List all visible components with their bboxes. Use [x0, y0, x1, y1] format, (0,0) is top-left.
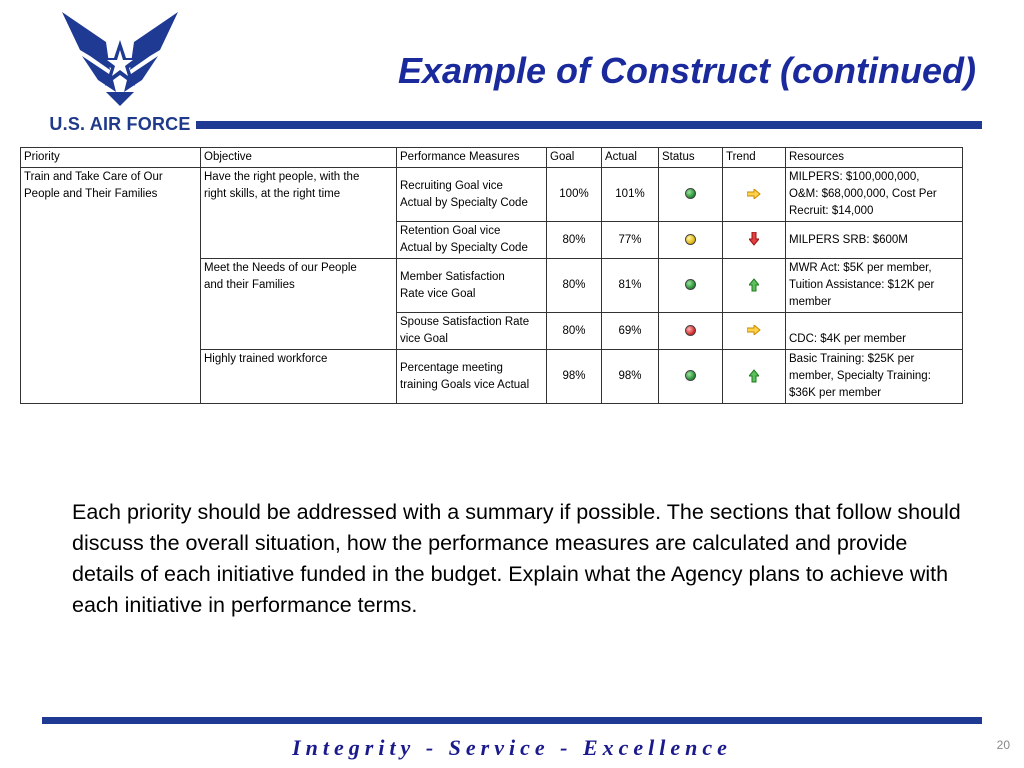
objective-line: Highly trained workforce [204, 353, 328, 365]
right-arrow-icon [747, 325, 761, 335]
resources-line: MWR Act: $5K per member, [789, 262, 932, 274]
priority-line: People and Their Families [24, 188, 158, 200]
measure-line: vice Goal [400, 333, 448, 345]
measure-line: Retention Goal vice [400, 225, 501, 237]
resources-cell [786, 350, 963, 404]
trend-cell [723, 350, 786, 404]
measure-cell [397, 313, 547, 350]
header-actual: Actual [602, 148, 659, 168]
measure-cell [397, 222, 547, 259]
trend-cell [723, 168, 786, 222]
goal-cell: 98% [547, 350, 602, 404]
actual-cell: 101% [602, 168, 659, 222]
measure-cell [397, 259, 547, 313]
status-green-icon [685, 279, 696, 290]
measure-line: training Goals vice Actual [400, 378, 530, 391]
header-status: Status [659, 148, 723, 168]
resources-line: Tuition Assistance: $12K per [789, 279, 935, 291]
header-resources: Resources [786, 148, 963, 168]
actual-cell: 77% [602, 222, 659, 259]
resources-line: O&M: $68,000,000, Cost Per [789, 188, 937, 200]
resources-line: MILPERS SRB: $600M [789, 233, 908, 246]
actual-cell: 69% [602, 313, 659, 350]
objective-line: right skills, at the right time [204, 188, 341, 200]
status-yellow-icon [685, 234, 696, 245]
header-trend: Trend [723, 148, 786, 168]
down-arrow-icon [749, 232, 759, 246]
resources-cell [786, 313, 963, 350]
actual-cell: 98% [602, 350, 659, 404]
footer-motto: Integrity - Service - Excellence [292, 735, 732, 760]
resources-line: MILPERS: $100,000,000, [789, 171, 920, 183]
header-priority: Priority [21, 148, 201, 168]
slide-title: Example of Construct (continued) [397, 50, 976, 91]
bottom-divider [42, 717, 982, 724]
measure-line: Percentage meeting [400, 361, 503, 374]
right-arrow-icon [747, 189, 761, 199]
measure-line: Actual by Specialty Code [400, 242, 528, 254]
status-green-icon [685, 188, 696, 199]
measure-cell [397, 168, 547, 222]
page-number: 20 [996, 738, 1010, 752]
resources-cell [786, 259, 963, 313]
resources-cell [786, 222, 963, 259]
trend-cell [723, 222, 786, 259]
status-cell [659, 259, 723, 313]
objective-cell [201, 350, 397, 404]
resources-line: member [789, 296, 832, 308]
air-force-wings-icon [62, 10, 178, 108]
goal-cell: 80% [547, 313, 602, 350]
status-cell [659, 222, 723, 259]
table-header-row [21, 148, 963, 168]
status-red-icon [685, 325, 696, 336]
priority-line: Train and Take Care of Our [24, 171, 163, 183]
priority-cell [21, 168, 201, 404]
header-performance-measures: Performance Measures [397, 148, 547, 168]
up-arrow-icon [749, 278, 759, 292]
construct-table [20, 147, 963, 404]
header-objective: Objective [201, 148, 397, 168]
objective-cell [201, 168, 397, 259]
status-green-icon [685, 370, 696, 381]
measure-line: Recruiting Goal vice [400, 179, 503, 192]
objective-line: Meet the Needs of our People [204, 262, 357, 274]
table-row [21, 168, 963, 222]
resources-cell [786, 168, 963, 222]
status-cell [659, 313, 723, 350]
header-goal: Goal [547, 148, 602, 168]
measure-line: Member Satisfaction [400, 270, 505, 283]
measure-line: Rate vice Goal [400, 287, 476, 300]
goal-cell: 80% [547, 259, 602, 313]
actual-cell: 81% [602, 259, 659, 313]
measure-cell [397, 350, 547, 404]
status-cell [659, 350, 723, 404]
objective-cell [201, 259, 397, 350]
status-cell [659, 168, 723, 222]
resources-line: Recruit: $14,000 [789, 205, 874, 217]
goal-cell: 100% [547, 168, 602, 222]
resources-line: CDC: $4K per member [789, 333, 906, 345]
top-divider [196, 121, 982, 129]
objective-line: Have the right people, with the [204, 171, 360, 183]
resources-line: member, Specialty Training: [789, 370, 931, 382]
resources-line: $36K per member [789, 387, 882, 399]
measure-line: Spouse Satisfaction Rate [400, 316, 530, 328]
trend-cell [723, 259, 786, 313]
measure-line: Actual by Specialty Code [400, 196, 528, 209]
air-force-logo [40, 8, 200, 136]
body-paragraph: Each priority should be addressed with a summary if possible. The sections that follow should discuss the overall situation, how the performance measures are calculated and provide details of each initiative funded in the budget. Explain what the Agency plans to achieve with each initiative in performance terms. [72, 500, 961, 617]
trend-cell [723, 313, 786, 350]
resources-line: Basic Training: $25K per [789, 353, 915, 365]
up-arrow-icon [749, 369, 759, 383]
objective-line: and their Families [204, 279, 295, 291]
logo-text: U.S. AIR FORCE [49, 114, 191, 134]
goal-cell: 80% [547, 222, 602, 259]
